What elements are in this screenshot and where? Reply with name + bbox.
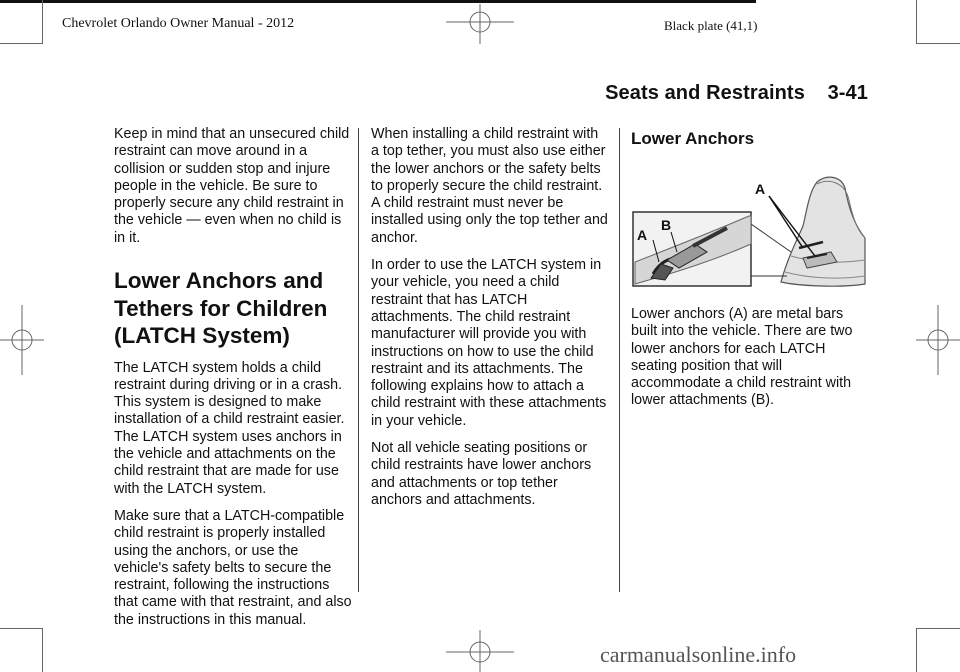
figure-label-a-right: A xyxy=(755,181,766,197)
watermark: carmanualsonline.info xyxy=(600,642,797,667)
body-paragraph: Make sure that a LATCH-compatible child restraint is properly installed using the anchors, or use the vehicle's safety belts to secure the restraint, following the instructions that came with that restraint, and also the instructions in this manual. xyxy=(114,507,352,628)
crop-mark xyxy=(0,43,42,44)
registration-mark-top xyxy=(446,4,514,44)
body-paragraph: Not all vehicle seating positions or child restraints have lower anchors and attachments or top tether anchors and attachments. xyxy=(371,440,592,508)
crop-mark xyxy=(917,628,960,629)
registration-mark-bottom xyxy=(446,630,514,672)
crop-mark xyxy=(0,628,42,629)
column-2 xyxy=(371,126,609,519)
body-paragraph: Lower anchors (A) are metal bars built into the vehicle. There are two lower anchors for each LATCH seating position that will accommodate a child restraint with lower attachments (B). xyxy=(631,306,853,409)
column-3 xyxy=(631,126,867,420)
column-1 xyxy=(114,126,352,639)
heading-line: Tethers for Children xyxy=(114,295,328,321)
latch-section-heading xyxy=(114,267,352,350)
body-paragraph: When installing a child restraint with a top tether, you must also use either the lower anchors or the safety belts to properly secure the child restraint. A child restraint must never be installed using only the top tether and anchor. xyxy=(371,126,608,246)
crop-mark xyxy=(916,628,917,672)
heading-line: (LATCH System) xyxy=(114,323,290,349)
page-number: 3-41 xyxy=(827,82,868,104)
manual-title: Chevrolet Orlando Owner Manual - 2012 xyxy=(62,16,295,31)
latch-anchors-illustration xyxy=(631,164,867,292)
crop-mark xyxy=(917,43,960,44)
registration-mark-left xyxy=(0,305,44,375)
child-seat-drawing xyxy=(781,177,865,286)
figure-label-a-left: A xyxy=(637,227,648,243)
intro-paragraph: Keep in mind that an unsecured child restraint can move around in a collision or sudden stop and injure people in the vehicle. Be sure to properly secure any child restraint in the vehicle — even when no child is in it. xyxy=(114,126,350,246)
crop-mark xyxy=(916,0,917,44)
crop-mark xyxy=(42,628,43,672)
section-header xyxy=(605,82,868,105)
column-divider xyxy=(358,128,359,592)
header-rule xyxy=(0,0,756,3)
column-divider xyxy=(619,128,620,592)
section-title: Seats and Restraints xyxy=(605,82,805,104)
lower-anchors-heading: Lower Anchors xyxy=(631,129,755,148)
heading-line: Lower Anchors and xyxy=(114,268,324,294)
body-paragraph: The LATCH system holds a child restraint during driving or in a crash. This system is designed to make installation of a child restraint easier. The LATCH system uses anchors in the vehicle and attachments on the child restraint that are made for use with the LATCH system. xyxy=(114,359,345,497)
body-paragraph: In order to use the LATCH system in your vehicle, you need a child restraint that has LATCH attachments. The child restraint manufacturer will provide you with instructions on how to use the child restraint and its attachments. The following explains how to attach a child restraint with these attachments in your vehicle. xyxy=(371,257,607,429)
plate-label: Black plate (41,1) xyxy=(664,18,758,33)
registration-mark-right xyxy=(916,305,960,375)
crop-mark xyxy=(42,0,43,44)
figure-label-b: B xyxy=(661,217,672,233)
